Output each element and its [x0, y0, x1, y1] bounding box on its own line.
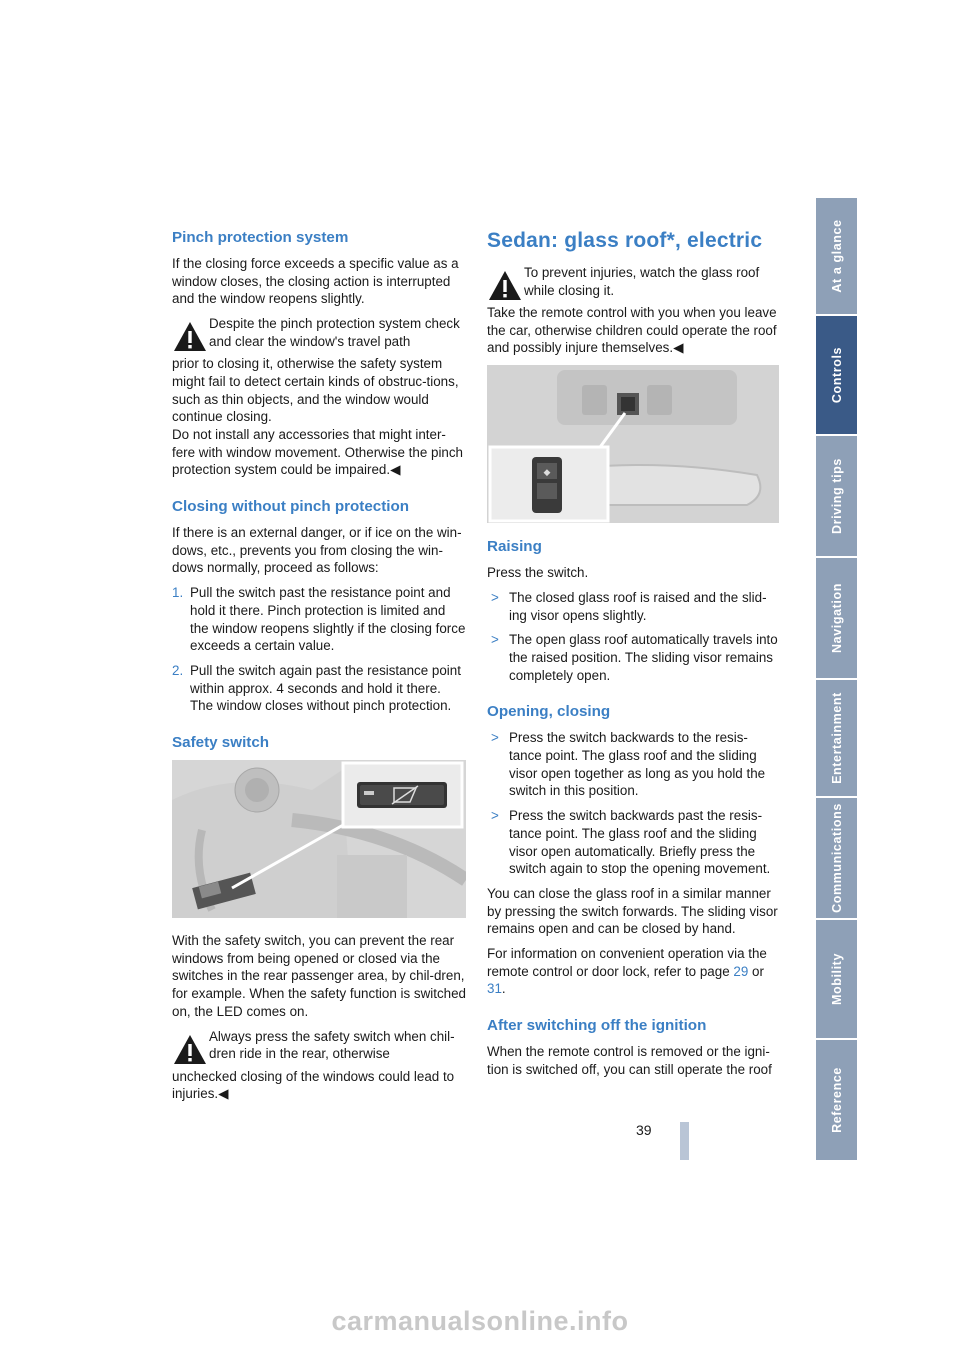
tab-at-a-glance[interactable]: At a glance [816, 198, 857, 314]
warning-triangle-icon [172, 319, 208, 355]
list-item: > Press the switch backwards past the resis-tance point. The glass roof and the sliding visor open automatically. Briefly press the switch again to stop the opening movement. [491, 808, 771, 877]
remote-control-reference: For information on convenient operation via the remote control or door lock, refer to page 29 or 31. [487, 946, 767, 997]
safety-warning: Always press the safety switch when chil-dren ride in the rear, otherwise unchecked closing of the windows could lead to injuries.◀ [172, 1028, 455, 1102]
pinch-protection-text: If the closing force exceeds a specific value as a window closes, the closing action is interrupted and the window reopens slightly. [172, 256, 459, 307]
page-link-31[interactable]: 31 [487, 981, 502, 997]
safety-switch-image [172, 760, 466, 918]
pinch-protection-heading: Pinch protection system [172, 229, 349, 246]
roof-console-illustration [487, 365, 779, 523]
tab-communications[interactable]: Communications [816, 798, 857, 918]
opening-closing-heading: Opening, closing [487, 703, 611, 721]
left-column [172, 228, 466, 1110]
raising-heading: Raising [487, 538, 542, 556]
closing-steps [172, 584, 466, 715]
list-item: 1. Pull the switch past the resistance point and hold it there. Pinch protection is limited and the window reopens slightly if the closing force exceeds a certain value. [172, 585, 466, 654]
warning-triangle-icon [487, 268, 523, 304]
opening-closing-text: You can close the glass roof in a similar manner by pressing the switch forwards. The sliding visor remains open and can be closed by hand. [487, 885, 778, 937]
pinch-warning: Despite the pinch protection system check and clear the window's travel path prior to closing it, otherwise the safety system might fail to detect certain kinds of obstruc-tions, such as thin objects, and the window would continue closing. Do not install any accessories that might inter-fere with window movement. Otherwise the pinch protection system could be impaired.◀ [172, 316, 464, 478]
tab-reference[interactable]: Reference [816, 1040, 857, 1160]
safety-switch-heading: Safety switch [172, 734, 270, 752]
after-ignition-heading: After switching off the ignition [487, 1017, 707, 1035]
list-item: > Press the switch backwards to the resis-tance point. The glass roof and the sliding visor open together as long as you hold the switch in this position. [491, 730, 766, 799]
closing-intro: If there is an external danger, or if ice on the win-dows, etc., prevents you from closing the win-dows normally, proceed as follows: [172, 525, 462, 576]
tab-navigation[interactable]: Navigation [816, 558, 857, 678]
list-item: > The open glass roof automatically travels into the raised position. The sliding visor remains completely open. [491, 632, 778, 683]
list-item: > The closed glass roof is raised and the slid-ing visor opens slightly. [491, 589, 767, 623]
roof-warning: To prevent injuries, watch the glass roof while closing it. Take the remote control with you when you leave the car, otherwise children could operate the roof and possibly injure themselves.◀ [487, 265, 777, 356]
tab-controls[interactable]: Controls [816, 316, 857, 434]
door-panel-illustration [172, 760, 466, 918]
after-ignition-text: When the remote control is removed or the igni-tion is switched off, you can still operate the roof [487, 1044, 772, 1077]
right-column [487, 228, 779, 1086]
glass-roof-switch-image [487, 365, 779, 523]
tab-driving-tips[interactable]: Driving tips [816, 436, 857, 556]
page-number: 39 [636, 1122, 652, 1138]
glass-roof-heading: Sedan: glass roof*, electric [487, 229, 763, 252]
list-item: 2. Pull the switch again past the resistance point within approx. 4 seconds and hold it there. The window closes without pinch protection. [172, 662, 461, 714]
raising-list [487, 589, 779, 685]
tab-entertainment[interactable]: Entertainment [816, 680, 857, 796]
page-link-29[interactable]: 29 [733, 963, 749, 979]
page-marker-bar [680, 1122, 689, 1160]
watermark: carmanualsonline.info [331, 1306, 629, 1336]
opening-list [487, 729, 779, 878]
warning-triangle-icon [172, 1032, 208, 1068]
safety-switch-text: With the safety switch, you can prevent the rear windows from being opened or closed via the switches in the rear passenger area, by chil-dren, for example. When the safety function is switched on, the LED comes on. [172, 933, 466, 1019]
closing-without-pinch-heading: Closing without pinch protection [172, 498, 410, 516]
svg-text:◆: ◆ [543, 468, 551, 479]
tab-mobility[interactable]: Mobility [816, 920, 857, 1038]
raising-text: Press the switch. [487, 565, 589, 581]
